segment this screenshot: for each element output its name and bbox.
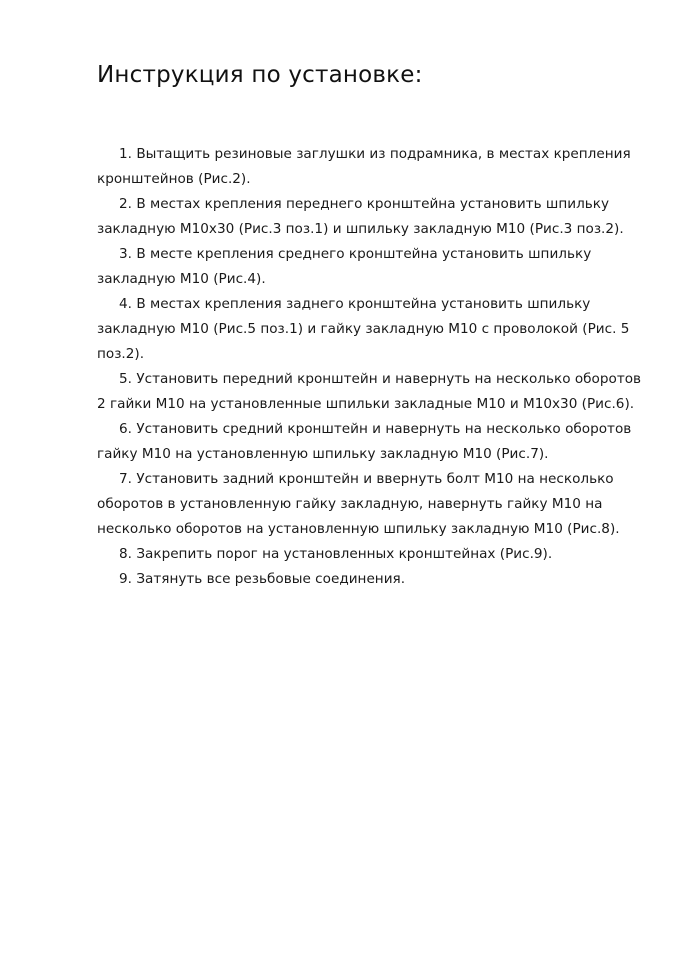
step-text: Закрепить порог на установленных кронштейнах (Рис.9).	[136, 546, 553, 562]
step-number: 7.	[119, 471, 132, 487]
instruction-step-1	[97, 142, 642, 192]
step-text: В месте крепления среднего кронштейна установить шпильку закладную М10 (Рис.4).	[97, 246, 592, 287]
instruction-step-3	[97, 242, 642, 292]
step-number: 4.	[119, 296, 132, 312]
step-number: 3.	[119, 246, 132, 262]
instruction-step-6	[97, 417, 642, 467]
instruction-step-9	[97, 567, 642, 592]
instruction-steps-list	[97, 142, 642, 592]
instruction-step-4	[97, 292, 642, 367]
step-number: 2.	[119, 196, 132, 212]
instruction-step-5	[97, 367, 642, 417]
step-text: Затянуть все резьбовые соединения.	[136, 571, 406, 587]
step-number: 9.	[119, 571, 132, 587]
instruction-step-2	[97, 192, 642, 242]
instruction-step-7	[97, 467, 642, 542]
step-number: 5.	[119, 371, 132, 387]
step-text: Установить средний кронштейн и навернуть на несколько оборотов гайку М10 на установленную шпильку закладную М10 (Рис.7).	[97, 421, 632, 462]
step-number: 6.	[119, 421, 132, 437]
step-number: 8.	[119, 546, 132, 562]
step-text: Установить передний кронштейн и навернуть на несколько оборотов 2 гайки М10 на установленные шпильки закладные М10 и М10х30 (Рис.6).	[97, 371, 642, 412]
page-title: Инструкция по установке:	[97, 62, 423, 88]
step-text: В местах крепления переднего кронштейна установить шпильку закладную М10х30 (Рис.3 поз.1) и шпильку закладную М10 (Рис.3 поз.2).	[97, 196, 624, 237]
step-number: 1.	[119, 146, 132, 162]
instruction-step-8	[97, 542, 642, 567]
step-text: В местах крепления заднего кронштейна установить шпильку закладную М10 (Рис.5 поз.1) и гайку закладную М10 с проволокой (Рис. 5 поз.2).	[97, 296, 630, 362]
step-text: Вытащить резиновые заглушки из подрамника, в местах крепления кронштейнов (Рис.2).	[97, 146, 631, 187]
step-text: Установить задний кронштейн и ввернуть болт М10 на несколько оборотов в установленную гайку закладную, навернуть гайку М10 на несколько оборотов на установленную шпильку закладную М10 (Рис.8).	[97, 471, 620, 537]
